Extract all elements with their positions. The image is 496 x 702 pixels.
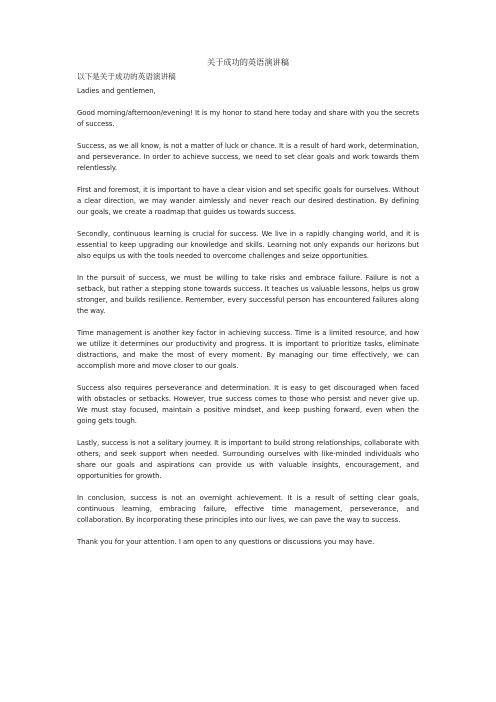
paragraph-embrace-failure: In the pursuit of success, we must be willing to take risks and embrace failure. Failure is not a setback, but rather a stepping stone towards success. It teaches us valuable lessons, helps us grow stronger, and builds resilience. Remember, every successful person has encountered failures along the way. [77, 274, 419, 315]
document-subtitle: 以下是关于成功的英语演讲稿 [77, 72, 176, 81]
document-title: 关于成功的英语演讲稿 [207, 57, 289, 67]
paragraph-perseverance: Success also requires perseverance and determination. It is easy to get discouraged when faced with obstacles or setbacks. However, true success comes to those who persist and never give up. We must stay focused, maintain a positive mindset, and keep pushing forward, even when the going gets tough. [77, 384, 419, 425]
paragraph-time-management: Time management is another key factor in achieving success. Time is a limited resource, and how we utilize it determines our productivity and progress. It is important to prioritize tasks, eliminate distractions, and make the most of every moment. By managing our time effectively, we can accomplish more and move closer to our goals. [77, 329, 419, 370]
paragraph-relationships: Lastly, success is not a solitary journey. It is important to build strong relationships, collaborate with others, and seek support when needed. Surrounding ourselves with like-minded individuals who share our goals and aspirations can provide us with valuable insights, encouragement, and opportunities for growth. [77, 439, 419, 480]
paragraph-continuous-learning: Secondly, continuous learning is crucial for success. We live in a rapidly changing world, and it is essential to keep upgrading our knowledge and skills. Learning not only expands our horizons but also equips us with the tools needed to overcome challenges and seize opportunities. [77, 230, 419, 260]
paragraph-definition: Success, as we all know, is not a matter of luck or chance. It is a result of hard work, determination, and perseverance. In order to achieve success, we need to set clear goals and work towards them relentlessly. [77, 142, 419, 172]
document-body [77, 71, 419, 548]
paragraph-conclusion: In conclusion, success is not an overnight achievement. It is a result of setting clear goals, continuous learning, embracing failure, effective time management, perseverance, and collaboration. By incorporating these principles into our lives, we can pave the way to success. [77, 494, 419, 524]
greeting-line: Ladies and gentlemen, [77, 87, 156, 95]
paragraph-clear-vision: First and foremost, it is important to have a clear vision and set specific goals for ourselves. Without a clear direction, we may wander aimlessly and never reach our desired destination. By defining our goals, we create a roadmap that guides us towards success. [77, 186, 419, 216]
paragraph-closing: Thank you for your attention. I am open to any questions or discussions you may have. [77, 538, 375, 546]
paragraph-opening: Good morning/afternoon/evening! It is my honor to stand here today and share with you the secrets of success. [77, 109, 419, 128]
